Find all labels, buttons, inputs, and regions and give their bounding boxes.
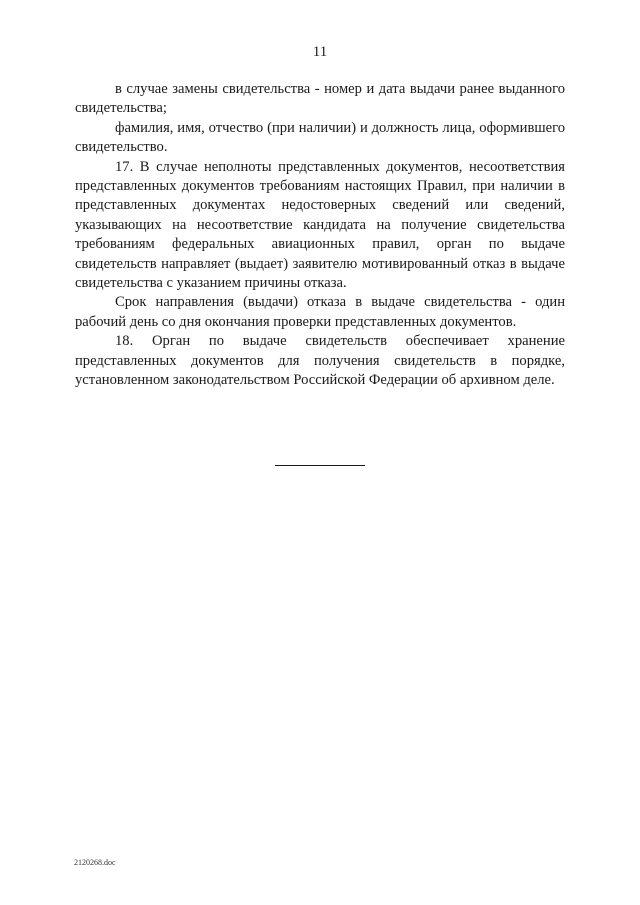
end-divider [275, 465, 365, 466]
paragraph-certificate-replacement: в случае замены свидетельства - номер и дата выдачи ранее выданного свидетельства; [75, 81, 565, 117]
paragraph-17-refusal: 17. В случае неполноты представленных документов, несоответствия представленных документов требованиям настоящих Правил, при наличии в представленных документах недостоверных сведений или сведений, указывающих на несоответствие кандидата на получение свидетельства требованиям федеральных авиационных правил, орган по выдаче свидетельств направляет (выдает) заявителю мотивированный отказ в выдаче свидетельства с указанием причины отказа. [75, 158, 565, 292]
paragraph-issuer-name: фамилия, имя, отчество (при наличии) и должность лица, оформившего свидетельство. [75, 119, 565, 156]
footer-filename: 2120268.doc [74, 858, 116, 867]
paragraph-refusal-deadline: Срок направления (выдачи) отказа в выдаче свидетельства - один рабочий день со дня окончания проверки представленных документов. [75, 294, 565, 330]
page-number: 11 [312, 44, 328, 60]
paragraph-18-storage: 18. Орган по выдаче свидетельств обеспечивает хранение представленных документов для получения свидетельств в порядке, установленном законодательством Российской Федерации об архивном деле. [75, 333, 565, 389]
document-body [75, 80, 565, 391]
